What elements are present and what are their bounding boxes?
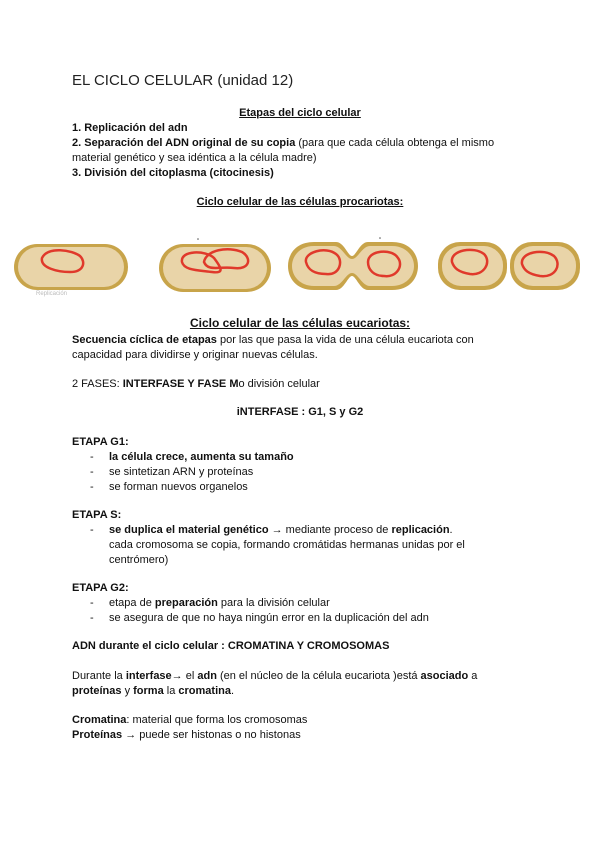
- cromatina-definition: Cromatina: material que forma los cromosomas: [72, 714, 308, 726]
- cell-stage-4: [438, 242, 580, 290]
- etapa-item-2-cont: material genético y sea idéntica a la célula madre): [72, 152, 317, 164]
- s-item-1: se duplica el material genético → mediante proceso de replicación.: [109, 524, 453, 536]
- eucariotas-definition-cont: capacidad para dividirse y originar nuevas células.: [72, 349, 318, 361]
- figure-caption: Replicación: [36, 291, 68, 297]
- adn-paragraph-line-1: Durante la interfase→ el adn (en el núcleo de la célula eucariota )está asociado a: [72, 670, 478, 682]
- g2-item-2: se asegura de que no haya ningún error en la duplicación del adn: [109, 612, 429, 624]
- bullet: -: [90, 612, 94, 624]
- interfase-heading: iNTERFASE : G1, S y G2: [236, 406, 364, 418]
- etapa-item-1: 1. Replicación del adn: [72, 122, 188, 134]
- g1-heading: ETAPA G1:: [72, 436, 129, 448]
- cell-stage-3: [288, 242, 418, 290]
- bullet: -: [90, 524, 94, 536]
- adn-heading: ADN durante el ciclo celular : CROMATINA Y CROMOSOMAS: [72, 640, 390, 652]
- bullet: -: [90, 451, 94, 463]
- cell-stage-1: [14, 244, 128, 290]
- bullet: -: [90, 466, 94, 478]
- s-item-1-cont2: centrómero): [109, 554, 169, 566]
- adn-paragraph-line-2: proteínas y forma la cromatina.: [72, 685, 235, 697]
- etapa-item-3: 3. División del citoplasma (citocinesis): [72, 167, 274, 179]
- page-title: EL CICLO CELULAR (unidad 12): [72, 72, 294, 89]
- g1-item-3: se forman nuevos organelos: [109, 481, 248, 493]
- g2-item-1: etapa de preparación para la división celular: [109, 597, 330, 609]
- bullet: -: [90, 597, 94, 609]
- bullet: -: [90, 481, 94, 493]
- eucariotas-heading: Ciclo celular de las células eucariotas:: [189, 316, 411, 330]
- procariotas-heading: Ciclo celular de las células procariotas:: [196, 196, 404, 208]
- fases-line: 2 FASES: INTERFASE Y FASE Mo división celular: [72, 378, 320, 390]
- eucariotas-definition: Secuencia cíclica de etapas por las que pasa la vida de una célula eucariota con: [72, 334, 474, 346]
- g2-heading: ETAPA G2:: [72, 582, 129, 594]
- g1-item-1: la célula crece, aumenta su tamaño: [109, 451, 294, 463]
- s-item-1-cont: cada cromosoma se copia, formando cromátidas hermanas unidas por el: [109, 539, 465, 551]
- g1-item-2: se sintetizan ARN y proteínas: [109, 466, 254, 478]
- s-heading: ETAPA S:: [72, 509, 122, 521]
- cell-stage-2: [159, 244, 271, 292]
- etapas-heading: Etapas del ciclo celular: [239, 107, 361, 119]
- proteinas-definition: Proteínas → puede ser histonas o no histonas: [72, 729, 301, 741]
- etapa-item-2: 2. Separación del ADN original de su copia (para que cada célula obtenga el mismo: [72, 137, 495, 149]
